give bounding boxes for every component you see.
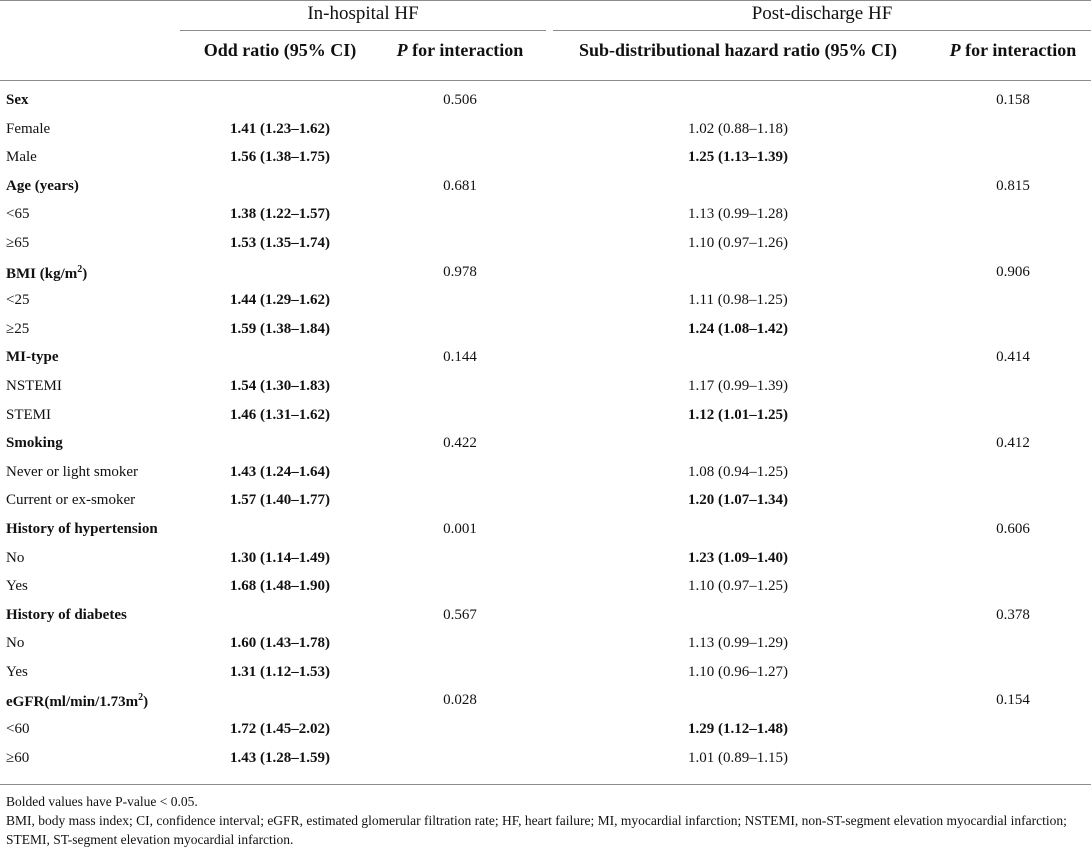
label-text: Sex	[6, 92, 29, 108]
category-label	[6, 692, 148, 711]
subgroup-label	[6, 321, 29, 338]
subgroup-label	[6, 550, 24, 567]
p-interaction-postdischarge: 0.606	[996, 520, 1030, 537]
hazard-ratio-cell: 1.01 (0.89–1.15)	[688, 749, 788, 766]
subgroup-label	[6, 492, 135, 509]
label-text: Current or ex-smoker	[6, 492, 136, 509]
column-header-p-interaction-postdischarge	[937, 40, 1089, 61]
label-text: No	[6, 635, 25, 652]
hazard-ratio-cell: 1.10 (0.97–1.25)	[688, 578, 788, 595]
p-italic: P	[396, 40, 408, 60]
label-text: Yes	[6, 578, 28, 595]
label-text: ≥25	[6, 320, 30, 337]
hazard-ratio-cell: 1.13 (0.99–1.29)	[688, 635, 788, 652]
label-text: Smoking	[6, 435, 63, 452]
hazard-ratio-cell: 1.17 (0.99–1.39)	[688, 377, 788, 394]
p-interaction-inhospital: 0.001	[443, 520, 477, 537]
p-interaction-inhospital: 0.681	[443, 177, 477, 194]
label-suffix: )	[82, 265, 88, 282]
subgroup-label	[6, 750, 29, 767]
p-interaction-inhospital: 0.567	[443, 606, 477, 623]
category-label	[6, 178, 79, 195]
odds-ratio-cell: 1.46 (1.31–1.62)	[230, 406, 330, 423]
table-row	[0, 145, 1091, 174]
category-label	[6, 92, 29, 109]
group-header-postdischarge: Post-discharge HF	[751, 3, 893, 24]
table-row	[0, 631, 1091, 660]
label-text: No	[6, 549, 25, 566]
p-interaction-inhospital: 0.978	[443, 263, 477, 280]
label-text: History of hypertension	[6, 520, 158, 537]
table-row	[0, 660, 1091, 689]
odds-ratio-cell: 1.72 (1.45–2.02)	[230, 721, 330, 738]
subgroup-label	[6, 635, 24, 652]
hazard-ratio-cell: 1.13 (0.99–1.28)	[688, 206, 788, 223]
subgroup-label	[6, 578, 28, 595]
table-row	[0, 202, 1091, 231]
p-interaction-postdischarge: 0.414	[996, 349, 1030, 366]
subgroup-label	[6, 292, 29, 309]
subgroup-label	[6, 407, 51, 424]
p-interaction-inhospital: 0.422	[443, 435, 477, 452]
label-text: eGFR(ml/min/1.73m	[6, 694, 139, 711]
label-text: Never or light smoker	[6, 463, 139, 480]
table-footnotes	[6, 792, 1086, 849]
hazard-ratio-cell: 1.29 (1.12–1.48)	[688, 721, 788, 738]
category-label	[6, 435, 63, 452]
odds-ratio-cell: 1.59 (1.38–1.84)	[230, 320, 330, 337]
category-label	[6, 521, 158, 538]
table-bottom-rule	[0, 784, 1091, 785]
hazard-ratio-cell: 1.10 (0.97–1.26)	[688, 234, 788, 251]
label-text: MI-type	[6, 349, 59, 366]
p-interaction-postdischarge: 0.815	[996, 177, 1030, 194]
label-superscript: 2	[77, 263, 83, 275]
odds-ratio-cell: 1.57 (1.40–1.77)	[230, 492, 330, 509]
p-interaction-postdischarge: 0.154	[996, 692, 1030, 709]
p-interaction-postdischarge: 0.412	[996, 435, 1030, 452]
table-row	[0, 374, 1091, 403]
subgroup-label	[6, 206, 29, 223]
label-text: ≥65	[6, 234, 30, 251]
odds-ratio-cell: 1.56 (1.38–1.75)	[230, 149, 330, 166]
hazard-ratio-cell: 1.25 (1.13–1.39)	[688, 149, 788, 166]
category-label	[6, 264, 87, 283]
table-row	[0, 403, 1091, 432]
hazard-ratio-cell: 1.12 (1.01–1.25)	[688, 406, 788, 423]
group-header-inhospital: In-hospital HF	[307, 3, 419, 24]
hazard-ratio-cell: 1.23 (1.09–1.40)	[688, 549, 788, 566]
column-header-hazard-ratio: Sub-distributional hazard ratio (95% CI)	[578, 40, 898, 60]
label-text: NSTEMI	[6, 377, 62, 394]
footnote-abbreviations: BMI, body mass index; CI, confidence interval; eGFR, estimated glomerular filtration rate; HF, heart failure; MI, myocardial infarction; NSTEMI, non-ST-segment elevation myocardial infarction; STEMI, ST-segment elevation myocardial infarction.	[6, 813, 1067, 847]
label-text: Age (years)	[6, 177, 79, 194]
p-interaction-inhospital: 0.506	[443, 92, 477, 108]
p-interaction-inhospital: 0.028	[443, 692, 477, 709]
label-text: <65	[6, 206, 30, 223]
odds-ratio-cell: 1.53 (1.35–1.74)	[230, 234, 330, 251]
table-row	[0, 574, 1091, 603]
subgroup-label	[6, 149, 37, 166]
subgroup-label	[6, 664, 28, 681]
label-text: STEMI	[6, 406, 51, 423]
category-label	[6, 349, 59, 366]
column-header-odds-ratio: Odd ratio (95% CI)	[203, 40, 357, 60]
subgroup-label	[6, 378, 62, 395]
odds-ratio-cell: 1.38 (1.22–1.57)	[230, 206, 330, 223]
subgroup-label	[6, 464, 138, 481]
top-rule	[0, 0, 1091, 1]
label-text: <25	[6, 292, 30, 309]
odds-ratio-cell: 1.31 (1.12–1.53)	[230, 663, 330, 680]
odds-ratio-cell: 1.43 (1.24–1.64)	[230, 463, 330, 480]
header-bottom-rule	[0, 80, 1091, 81]
label-text: Female	[6, 120, 51, 137]
subgroup-label	[6, 235, 29, 252]
odds-ratio-cell: 1.30 (1.14–1.49)	[230, 549, 330, 566]
p-rest: for interaction	[407, 40, 524, 60]
table-row-category	[0, 260, 1091, 289]
hazard-ratio-cell: 1.10 (0.96–1.27)	[688, 663, 788, 680]
odds-ratio-cell: 1.60 (1.43–1.78)	[230, 635, 330, 652]
odds-ratio-cell: 1.43 (1.28–1.59)	[230, 749, 330, 766]
hazard-ratio-cell: 1.08 (0.94–1.25)	[688, 463, 788, 480]
table-row-category	[0, 88, 1091, 117]
table-row	[0, 317, 1091, 346]
hazard-ratio-cell: 1.24 (1.08–1.42)	[688, 320, 788, 337]
category-label	[6, 607, 127, 624]
table-row	[0, 488, 1091, 517]
hazard-ratio-cell: 1.11 (0.98–1.25)	[688, 292, 788, 309]
table-row-category	[0, 517, 1091, 546]
footnote-bold: Bolded values have P-value < 0.05.	[6, 794, 198, 809]
table-row	[0, 717, 1091, 746]
label-text: <60	[6, 721, 30, 738]
odds-ratio-cell: 1.54 (1.30–1.83)	[230, 377, 330, 394]
table-row-category	[0, 345, 1091, 374]
inhospital-group-rule	[180, 30, 546, 31]
hazard-ratio-cell: 1.20 (1.07–1.34)	[688, 492, 788, 509]
p-interaction-postdischarge: 0.378	[996, 606, 1030, 623]
label-text: BMI (kg/m	[6, 265, 78, 282]
postdischarge-group-rule	[553, 30, 1091, 31]
table-row	[0, 546, 1091, 575]
odds-ratio-cell: 1.44 (1.29–1.62)	[230, 292, 330, 309]
table-row-category	[0, 688, 1091, 717]
p-italic: P	[949, 40, 961, 60]
label-text: Male	[6, 149, 37, 166]
table-row-category	[0, 603, 1091, 632]
odds-ratio-cell: 1.41 (1.23–1.62)	[230, 120, 330, 137]
p-interaction-postdischarge: 0.158	[996, 92, 1030, 108]
subgroup-label	[6, 121, 50, 138]
odds-ratio-cell: 1.68 (1.48–1.90)	[230, 578, 330, 595]
column-header-p-interaction-inhospital	[386, 40, 534, 61]
table-row	[0, 117, 1091, 146]
label-superscript: 2	[138, 692, 144, 704]
table-row-category	[0, 174, 1091, 203]
hazard-ratio-cell: 1.02 (0.88–1.18)	[688, 120, 788, 137]
p-interaction-postdischarge: 0.906	[996, 263, 1030, 280]
label-text: History of diabetes	[6, 606, 127, 623]
label-text: Yes	[6, 663, 28, 680]
table-row	[0, 288, 1091, 317]
label-suffix: )	[143, 694, 149, 711]
table-row	[0, 460, 1091, 489]
p-rest: for interaction	[960, 40, 1077, 60]
table-row	[0, 231, 1091, 260]
p-interaction-inhospital: 0.144	[443, 349, 477, 366]
table-row-category	[0, 431, 1091, 460]
table-row	[0, 746, 1091, 775]
subgroup-label	[6, 721, 29, 738]
table-body	[0, 88, 1091, 774]
label-text: ≥60	[6, 749, 30, 766]
